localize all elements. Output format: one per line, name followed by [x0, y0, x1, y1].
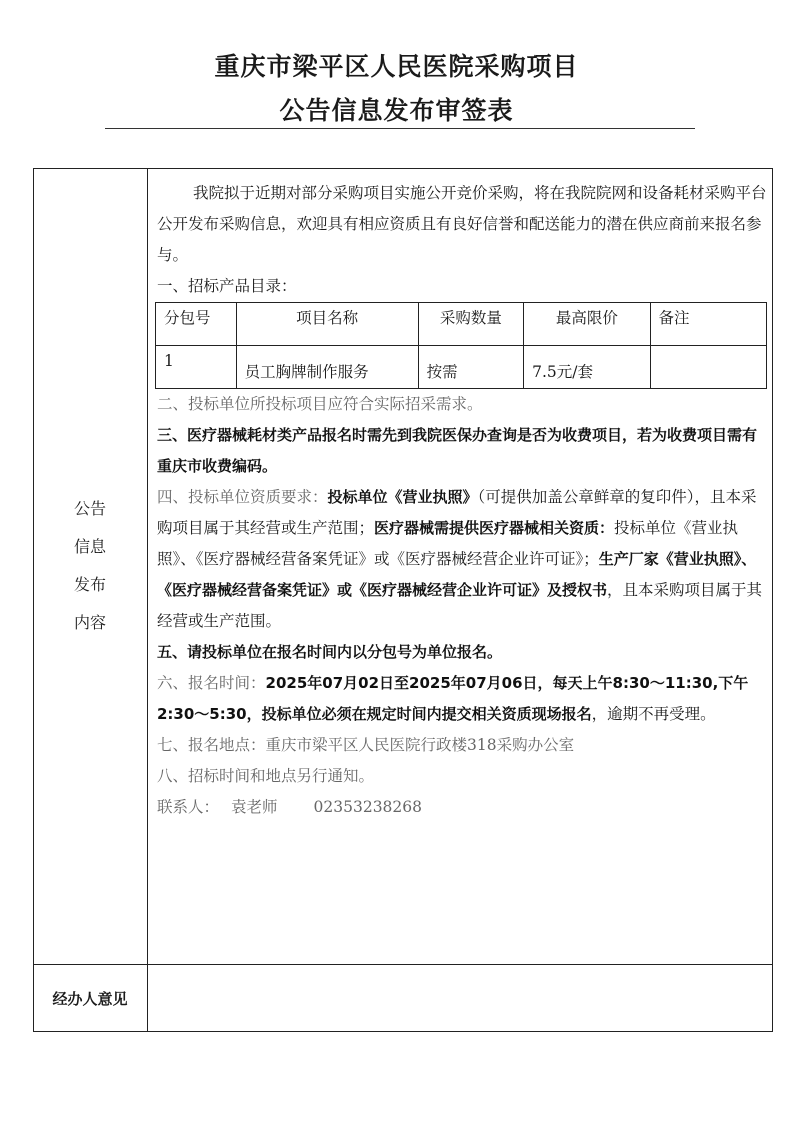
label-line: 公告: [73, 499, 106, 518]
section-4-bold-2: 医疗器械需提供医疗器械相关资质：: [374, 519, 615, 537]
section-4-bold-3: 生产厂家《营业执照》、《医疗器械经营备案凭证》或《医疗器械经营企业许可证》及授权书: [157, 550, 757, 599]
header-max-price: 最高限价: [524, 303, 650, 346]
section-4-prefix: 四、投标单位资质要求：: [157, 488, 328, 506]
table-row: [156, 346, 767, 389]
document-title-line2: 公告信息发布审签表: [279, 96, 514, 125]
section-4-text-1: （可提供加盖公章鲜章的复印件）: [477, 488, 695, 506]
cell-package-no: 1: [156, 346, 237, 389]
header-package-no: 分包号: [156, 303, 237, 346]
section-4: [157, 482, 767, 637]
section-4-text-4: ，且本采购项目属于其经营或生产范围。: [157, 581, 763, 630]
header-remarks: 备注: [650, 303, 766, 346]
section-4-text-2: ，且本采购项目属于其经营或生产范围；: [157, 488, 757, 537]
cell-max-price: 7.5元/套: [524, 346, 650, 389]
section-8: 八、招标时间和地点另行通知。: [157, 767, 375, 785]
label-line: 信息: [73, 537, 106, 556]
section-2: 二、投标单位所投标项目应符合实际招采需求。: [157, 395, 483, 413]
column-divider: [147, 168, 148, 1032]
table-header-row: [156, 303, 767, 346]
product-catalog-table: [155, 302, 767, 389]
section-6: [157, 668, 767, 730]
label-line: 发布: [73, 575, 106, 594]
title-underline: [105, 128, 695, 129]
cell-quantity: 按需: [418, 346, 524, 389]
section-3: 三、医疗器械耗材类产品报名时需先到我院医保办查询是否为收费项目，若为收费项目需有重庆市收费编码。: [157, 426, 758, 475]
contact-line: [157, 792, 767, 823]
publish-content-label: [60, 490, 120, 642]
announcement-content: [157, 178, 767, 823]
section-7: 七、报名地点：重庆市梁平区人民医院行政楼318采购办公室: [157, 736, 575, 754]
contact-phone: 02353238268: [313, 798, 423, 816]
contact-label: 联系人：: [157, 798, 220, 816]
handler-opinion-label: 经办人意见: [52, 990, 128, 1008]
cell-item-name: 员工胸牌制作服务: [236, 346, 418, 389]
header-item-name: 项目名称: [236, 303, 418, 346]
label-line: 内容: [73, 613, 106, 632]
section-6-suffix: ，逾期不再受理。: [591, 705, 716, 723]
header-quantity: 采购数量: [418, 303, 524, 346]
section-5: 五、请投标单位在报名时间内以分包号为单位报名。: [157, 643, 503, 661]
contact-name: 袁老师: [231, 798, 278, 816]
section-6-prefix: 六、报名时间：: [157, 674, 266, 692]
section-4-text-3: 投标单位《营业执照》、《医疗器械经营备案凭证》或《医疗器械经营企业许可证》；: [157, 519, 739, 568]
row-divider: [33, 964, 773, 965]
section-1-heading: 一、招标产品目录：: [157, 277, 297, 295]
document-title-line1: 重庆市梁平区人民医院采购项目: [214, 52, 579, 81]
intro-paragraph: 我院拟于近期对部分采购项目实施公开竞价采购，将在我院院网和设备耗材采购平台公开发布采购信息，欢迎具有相应资质且有良好信誉和配送能力的潜在供应商前来报名参与。: [157, 184, 767, 264]
cell-remarks: [650, 346, 766, 389]
section-6-bold: 2025年07月02日至2025年07月06日，每天上午8:30～11:30,下午2:30～5:30，投标单位必须在规定时间内提交相关资质现场报名: [157, 674, 749, 723]
section-4-bold-1: 投标单位《营业执照》: [327, 488, 478, 506]
